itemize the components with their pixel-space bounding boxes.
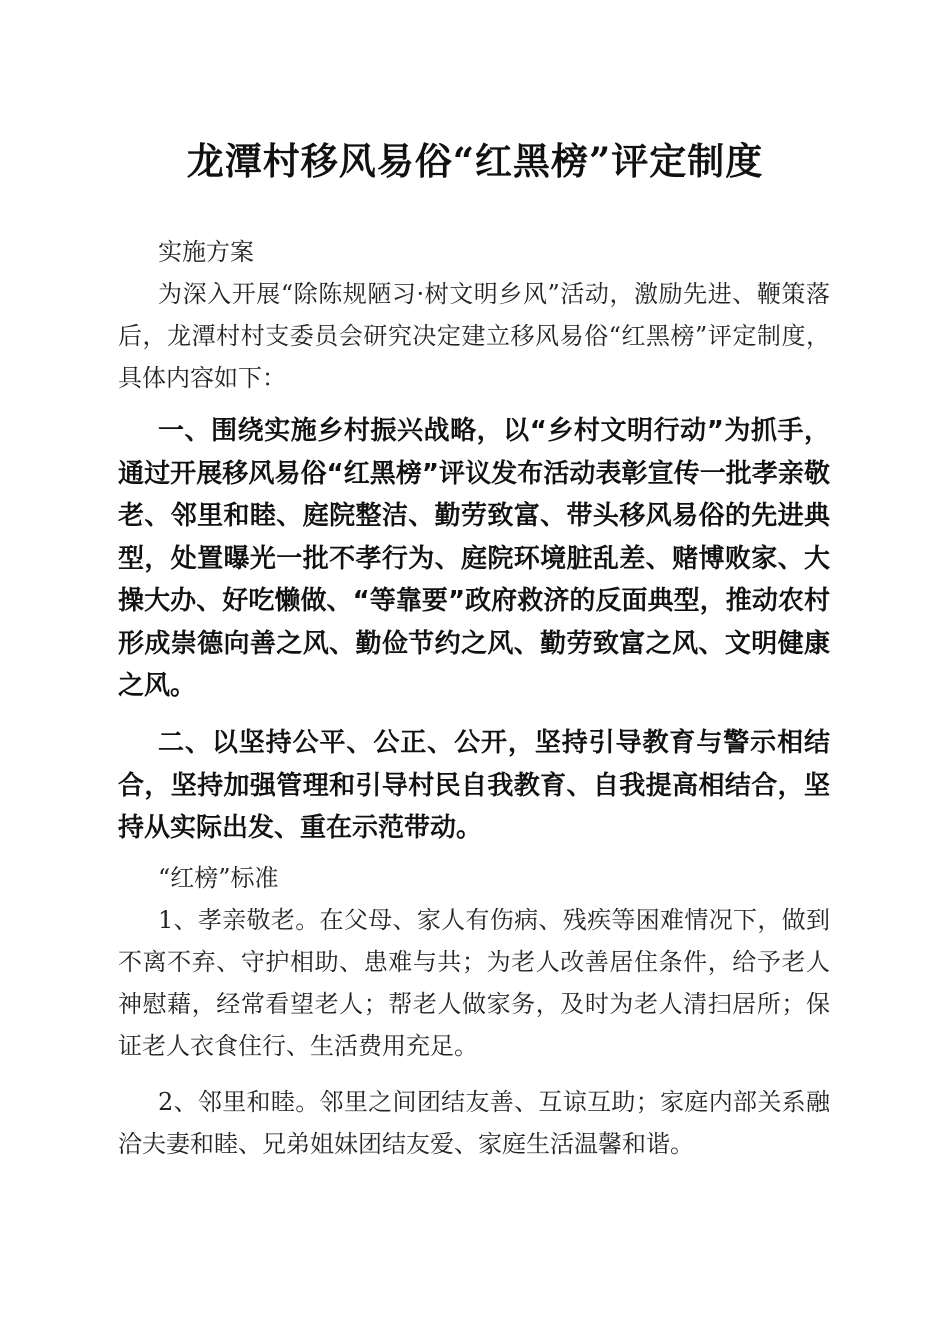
point-one-paragraph: 一、围绕实施乡村振兴战略，以“乡村文明行动”为抓手，通过开展移风易俗“红黑榜”评议发布活动表彰宣传一批孝亲敬老、邻里和睦、庭院整洁、勤劳致富、带头移风易俗的先进典型，处置曝光一批不孝行为、庭院环境脏乱差、赌博败家、大操大办、好吃懒做、“等靠要”政府救济的反面典型，推动农村形成崇德向善之风、勤俭节约之风、勤劳致富之风、文明健康之风。 xyxy=(118,416,830,701)
section-label: 实施方案 xyxy=(158,238,254,266)
red-list-heading: “红榜”标准 xyxy=(158,864,279,892)
red-list-item-2: 2、邻里和睦。邻里之间团结友善、互谅互助；家庭内部关系融洽夫妻和睦、兄弟姐妹团结友爱、家庭生活温馨和谐。 xyxy=(118,1088,830,1158)
document-title: 龙潭村移风易俗“红黑榜”评定制度 xyxy=(186,139,764,183)
intro-paragraph: 为深入开展“除陈规陋习·树文明乡风”活动，激励先进、鞭策落后，龙潭村村支委员会研究决定建立移风易俗“红黑榜”评定制度，具体内容如下： xyxy=(118,280,830,392)
red-list-item-1: 1、孝亲敬老。在父母、家人有伤病、残疾等困难情况下，做到不离不弃、守护相助、患难与共；为老人改善居住条件，给予老人神慰藉，经常看望老人；帮老人做家务，及时为老人清扫居所；保证老人衣食住行、生活费用充足。 xyxy=(118,906,830,1060)
point-two-paragraph: 二、以坚持公平、公正、公开，坚持引导教育与警示相结合，坚持加强管理和引导村民自我教育、自我提高相结合，坚持从实际出发、重在示范带动。 xyxy=(118,728,830,843)
